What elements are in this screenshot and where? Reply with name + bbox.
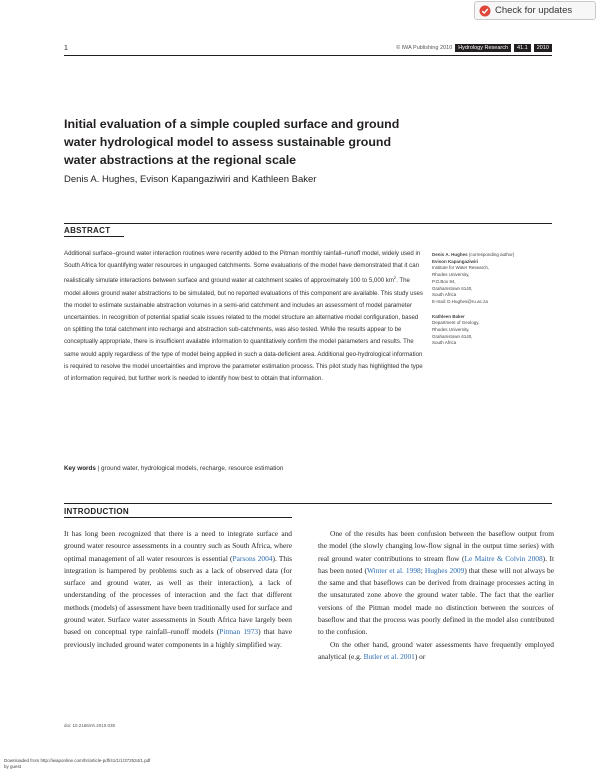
journal-header: [396, 44, 552, 52]
author-affiliations: [432, 252, 562, 355]
journal-name: Hydrology Research: [455, 44, 511, 52]
affiliation-1: Denis A. Hughes (corresponding author) Evison Kapangaziwiri Institute for Water Research, Rhodes University, P.O.Box 94, Grahamstown 6140, South Africa E-mail: D.Hughes@ru.ac.za: [432, 252, 515, 304]
download-note: by guest: [4, 764, 22, 769]
citation-link[interactable]: Hughes 2009: [424, 565, 465, 575]
article-title: Initial evaluation of a simple coupled surface and ground water hydrological model to assess sustainable ground water abstractions at the regional scale: [64, 117, 400, 167]
keywords-label: Key words: [64, 465, 96, 472]
citation-link[interactable]: Winter et al. 1998: [366, 565, 421, 575]
check-for-updates-button[interactable]: [474, 1, 596, 20]
author-email-link[interactable]: E-mail: D.Hughes@ru.ac.za: [432, 298, 488, 304]
check-for-updates-label: Check for updates: [495, 5, 573, 16]
keywords-list: ground water, hydrological models, recharge, resource estimation: [101, 465, 284, 472]
abstract-text: Additional surface–ground water interaction routines were recently added to the Pitman monthly rainfall–runoff model, widely used in South Africa for quantifying water resources in ungauged catchments. Some evaluations of the model have demonstrated that it can realistically simulate interactions between surface and ground water at catchment scales of approximately 100 to 5,000 $km^2$. The model allows ground water abstractions to be simulated, but no reported evaluations of this component are available. This study uses the model to estimate sustainable abstraction volumes in a semi-arid catchment and includes an assessment of model parameter uncertainties. In recognition of potential spatial scale issues related to the model structure an alternative model configuration, based on splitting the total catchment into recharge and abstraction sub-catchments, was also tested. While the results appear to be conceptually appropriate, there is insufficient available information to quantitatively confirm the model parameters and results. The same would apply regardless of the type of model being applied in such a data-deficient area. Additional geo-hydrological information is required to resolve the model uncertainties and improve the parameter estimation process. This pilot study has highlighted the type of information required, but further work is needed to identify how best to obtain that information.: [64, 250, 423, 383]
doi: doi: 10.2166/nh.2010.038: [64, 723, 116, 728]
intro-column-1: It has long been recognized that there is a need to integrate surface and ground water resource assessments in a country such as South Africa, where optimal management of all water resources is essential (Parsons 2004). This integration is hampered by problems such as a lack of observed data (for surface and ground water, as well as their interaction), a lack of understanding of the processes of interaction and the fact that different methods (models) of assessment have been traditionally used for surface and ground water. Surface water assessments in South Africa have largely been based on conceptual type rainfall–runoff models (Pitman 1973) that have previously included ground water components in a highly simplified way.: [64, 529, 292, 649]
publisher: © IWA Publishing 2010: [396, 45, 453, 51]
introduction-heading: INTRODUCTION: [64, 507, 129, 516]
page-number: 1: [64, 45, 68, 52]
citation-link[interactable]: Parsons 2004: [232, 553, 273, 563]
abstract-rule: [64, 223, 552, 224]
journal-volume: 41.1: [514, 44, 531, 52]
affiliation-2: Kathleen Baker Department of Geology, Rhodes University, Grahamstown 6140, South Africa: [432, 313, 480, 346]
citation-link[interactable]: Pitman 1973: [219, 627, 259, 637]
abstract-heading: ABSTRACT: [64, 226, 111, 235]
citation-link[interactable]: Butler et al. 2001: [363, 651, 415, 661]
keywords: Key words | ground water, hydrological models, recharge, resource estimation: [64, 465, 284, 472]
header-rule: [64, 55, 552, 56]
download-url[interactable]: Downloaded from http://iwaponline.com/hr/article-pdf/41/1/1/372534/1.pdf: [4, 758, 151, 763]
intro-column-2: One of the results has been confusion between the baseflow output from the model (the slowly changing low-flow signal in the output time series) with real ground water contributions to stream flow (Le Maitre & Colvin 2008). It has been noted (Winter et al. 1998; Hughes 2009) that these will not always be the same and that baseflows can be derived from drainage processes acting in the unsaturated zone above the ground water table. The fact that the earlier versions of the Pitman model made no distinction between the sources of baseflow and that the process was poorly defined in the model also contributed to the confusion. On the other hand, ground water assessments have frequently employed analytical (e.g. Butler et al. 2001) or: [318, 529, 555, 661]
introduction-rule: [64, 503, 552, 504]
article-authors: Denis A. Hughes, Evison Kapangaziwiri and Kathleen Baker: [64, 174, 317, 185]
introduction-underline: [64, 517, 292, 518]
citation-link[interactable]: Le Maitre & Colvin 2008: [464, 553, 543, 563]
journal-year: 2010: [534, 44, 552, 52]
download-footer: [4, 758, 150, 770]
abstract-underline: [64, 236, 124, 237]
update-icon: [479, 5, 491, 17]
